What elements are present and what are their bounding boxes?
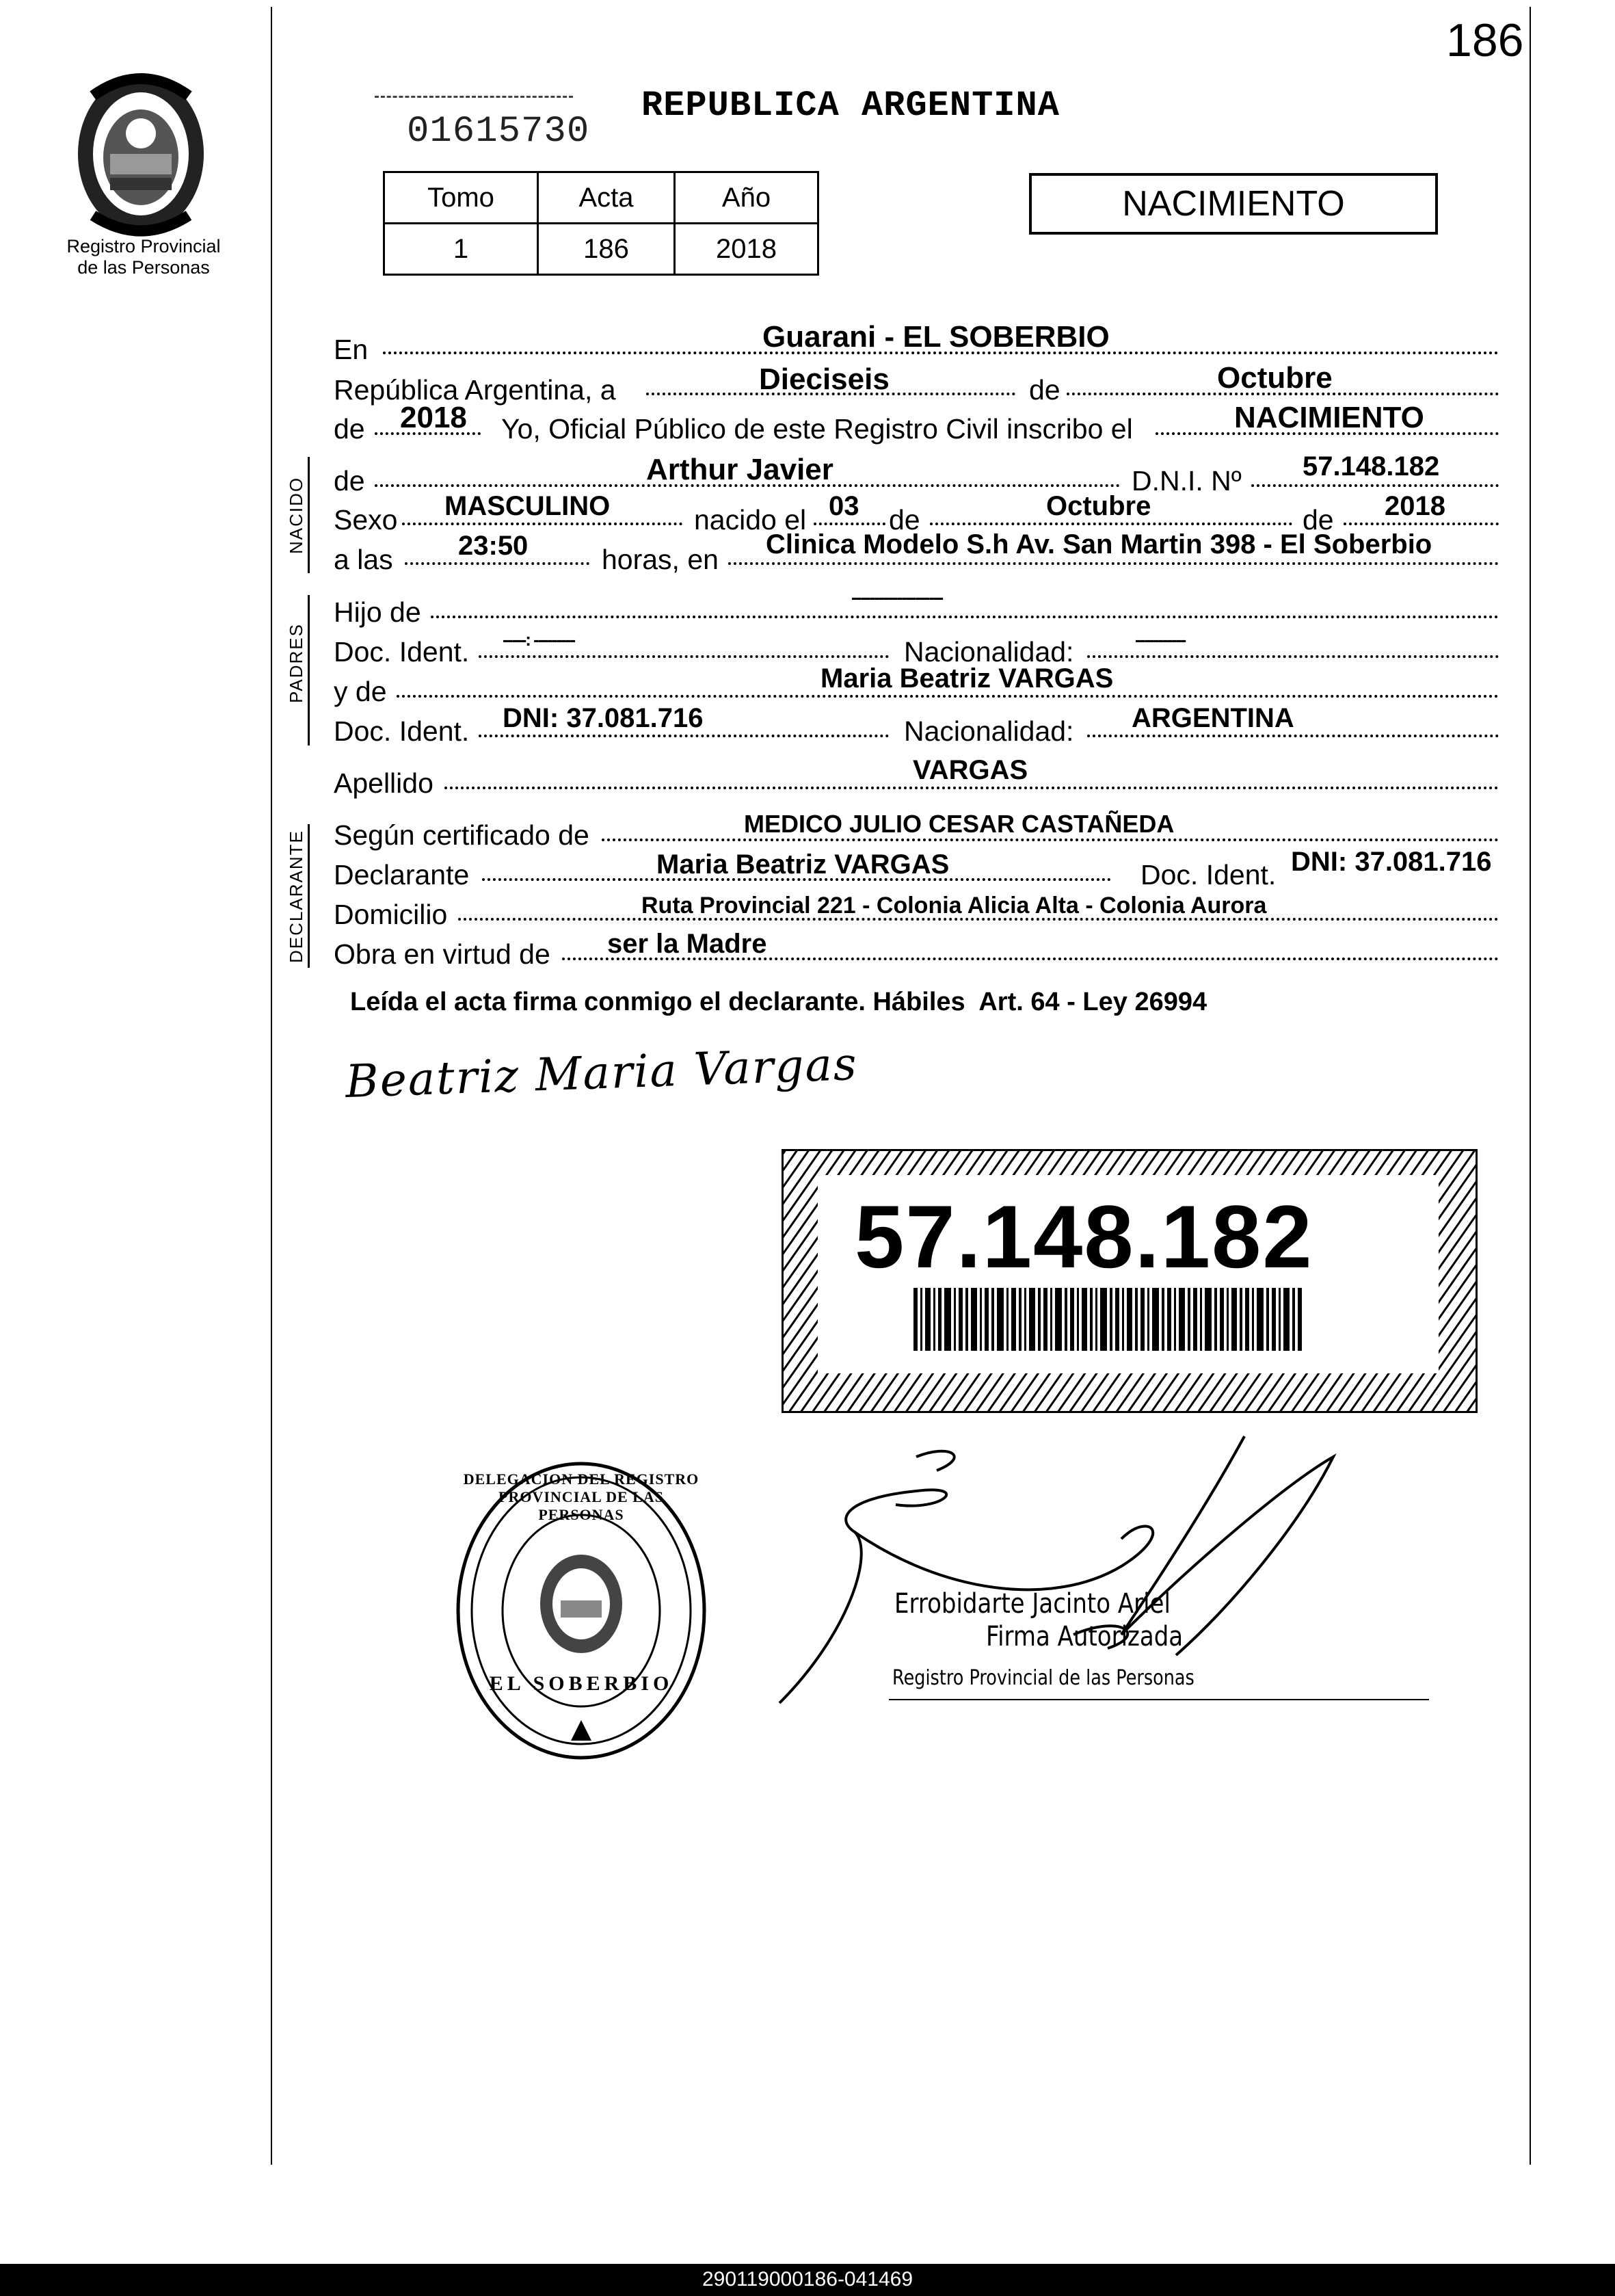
serial-dashes bbox=[375, 96, 573, 98]
official-signature-line bbox=[889, 1699, 1429, 1700]
en-value: Guarani - EL SOBERBIO bbox=[762, 320, 1110, 354]
table-header-tomo: Tomo bbox=[384, 172, 538, 224]
birth-year-dots bbox=[1344, 523, 1499, 525]
left-margin-line bbox=[271, 7, 272, 2165]
hijo-label: Hijo de bbox=[334, 596, 421, 628]
nac1-label: Nacionalidad: bbox=[904, 636, 1074, 668]
mother-value: Maria Beatriz VARGAS bbox=[820, 663, 1114, 694]
sexo-label: Sexo bbox=[334, 504, 398, 536]
seal-outer-text: DELEGACION DEL REGISTRO PROVINCIAL DE LAS PERSONAS bbox=[463, 1470, 699, 1523]
doc1-label: Doc. Ident. bbox=[334, 636, 470, 668]
declarante-side-label: DECLARANTE bbox=[286, 830, 306, 963]
table-header-anio: Año bbox=[675, 172, 818, 224]
nac2-value: ARGENTINA bbox=[1132, 703, 1294, 733]
place-value: Clinica Modelo S.h Av. San Martin 398 - El Soberbio bbox=[766, 529, 1432, 559]
official-org: Registro Provincial de las Personas bbox=[892, 1666, 1194, 1690]
footer-code: 290119000186-041469 bbox=[702, 2268, 913, 2291]
padres-side-label: PADRES bbox=[286, 623, 306, 703]
sexo-dots bbox=[402, 523, 682, 525]
decl-doc-label: Doc. Ident. bbox=[1140, 859, 1277, 890]
a-las-label: a las bbox=[334, 544, 393, 575]
official-name: Errobidarte Jacinto Ariel bbox=[894, 1588, 1171, 1620]
doc2-dots bbox=[479, 735, 889, 737]
record-table bbox=[383, 171, 819, 276]
day-value: Dieciseis bbox=[759, 362, 890, 396]
table-value-acta: 186 bbox=[538, 224, 675, 275]
birth-month-dots bbox=[930, 523, 1292, 525]
cert-value: MEDICO JULIO CESAR CASTAÑEDA bbox=[744, 810, 1175, 838]
document-type: NACIMIENTO bbox=[1122, 184, 1345, 224]
registry-seal bbox=[451, 1457, 711, 1765]
birth-day-dots bbox=[814, 523, 885, 525]
decl-label: Declarante bbox=[334, 859, 470, 890]
serial-number: 01615730 bbox=[407, 111, 590, 153]
decl-doc-value: DNI: 37.081.716 bbox=[1291, 847, 1492, 877]
hijo-value: -------------------- bbox=[851, 587, 943, 607]
sticker-barcode bbox=[913, 1288, 1303, 1351]
cert-label: Según certificado de bbox=[334, 819, 589, 851]
inscribo-value: NACIMIENTO bbox=[1234, 401, 1424, 434]
table-value-anio: 2018 bbox=[675, 224, 818, 275]
year-value: 2018 bbox=[400, 401, 467, 434]
child-name: Arthur Javier bbox=[646, 453, 833, 486]
dni-value: 57.148.182 bbox=[1303, 451, 1440, 481]
nacido-de-label: de bbox=[334, 465, 365, 497]
table-value-tomo: 1 bbox=[384, 224, 538, 275]
place-dots bbox=[728, 562, 1499, 565]
registry-name-line2: de las Personas bbox=[77, 257, 210, 278]
country-title: REPUBLICA ARGENTINA bbox=[641, 85, 1060, 126]
birth-day: 03 bbox=[829, 491, 859, 521]
hijo-dots bbox=[431, 616, 1499, 618]
nac2-dots bbox=[1087, 735, 1499, 737]
de-label-3: de bbox=[1303, 504, 1334, 536]
apellido-label: Apellido bbox=[334, 767, 433, 799]
horas-label: horas, en bbox=[602, 544, 719, 575]
yde-label: y de bbox=[334, 676, 387, 707]
month-value: Octubre bbox=[1217, 361, 1333, 395]
dni-sticker bbox=[782, 1149, 1478, 1413]
padres-bracket bbox=[308, 595, 310, 745]
apellido-value: VARGAS bbox=[913, 755, 1028, 785]
document-type-box bbox=[1029, 173, 1438, 235]
republica-label: República Argentina, a bbox=[334, 374, 616, 406]
mother-dots bbox=[397, 695, 1499, 698]
dom-label: Domicilio bbox=[334, 899, 448, 930]
en-label: En bbox=[334, 334, 369, 365]
time-value: 23:50 bbox=[458, 531, 529, 561]
apellido-dots bbox=[444, 787, 1499, 789]
obra-label: Obra en virtud de bbox=[334, 938, 550, 970]
inscribo-label: Yo, Oficial Público de este Registro Civil inscribo el bbox=[501, 413, 1133, 445]
nacido-side-label: NACIDO bbox=[286, 476, 306, 554]
birth-year: 2018 bbox=[1385, 491, 1445, 521]
dni-dots bbox=[1251, 484, 1499, 487]
registry-name-line1: Registro Provincial bbox=[66, 236, 221, 256]
doc2-value: DNI: 37.081.716 bbox=[503, 703, 704, 733]
doc1-value: -----: --------- bbox=[503, 629, 575, 650]
table-header-acta: Acta bbox=[538, 172, 675, 224]
closing-text: Leída el acta firma conmigo el declarante. Hábiles Art. 64 - Ley 26994 bbox=[350, 988, 1207, 1016]
doc1-dots bbox=[479, 655, 889, 658]
obra-value: ser la Madre bbox=[607, 929, 767, 959]
declarant-signature: Beatriz Maria Vargas bbox=[344, 1037, 859, 1109]
page-number: 186 bbox=[1446, 14, 1524, 66]
dom-value: Ruta Provincial 221 - Colonia Alicia Alta - Colonia Aurora bbox=[641, 893, 1267, 919]
declarante-bracket bbox=[308, 824, 310, 968]
sticker-number: 57.148.182 bbox=[855, 1187, 1313, 1286]
nac1-dots bbox=[1087, 655, 1499, 658]
nacido-bracket bbox=[308, 457, 310, 573]
nacido-el-label: nacido el bbox=[694, 504, 807, 536]
decl-value: Maria Beatriz VARGAS bbox=[656, 849, 950, 880]
nac2-label: Nacionalidad: bbox=[904, 715, 1074, 747]
seal-inner-text: EL SOBERBIO bbox=[489, 1672, 673, 1695]
year-prefix: de bbox=[334, 413, 365, 445]
official-title: Firma Autorizada bbox=[986, 1621, 1184, 1652]
sexo-value: MASCULINO bbox=[444, 491, 611, 521]
province-logo bbox=[66, 68, 216, 239]
nac1-value: ----------- bbox=[1135, 629, 1186, 650]
registry-name bbox=[41, 236, 246, 278]
right-margin-line bbox=[1530, 7, 1531, 2165]
dni-label: D.N.I. Nº bbox=[1132, 465, 1242, 497]
birth-month: Octubre bbox=[1046, 491, 1151, 521]
time-dots bbox=[405, 562, 589, 565]
doc2-label: Doc. Ident. bbox=[334, 715, 470, 747]
de-label-1: de bbox=[1029, 374, 1060, 406]
de-label-2: de bbox=[889, 504, 920, 536]
cert-dots bbox=[602, 839, 1499, 841]
